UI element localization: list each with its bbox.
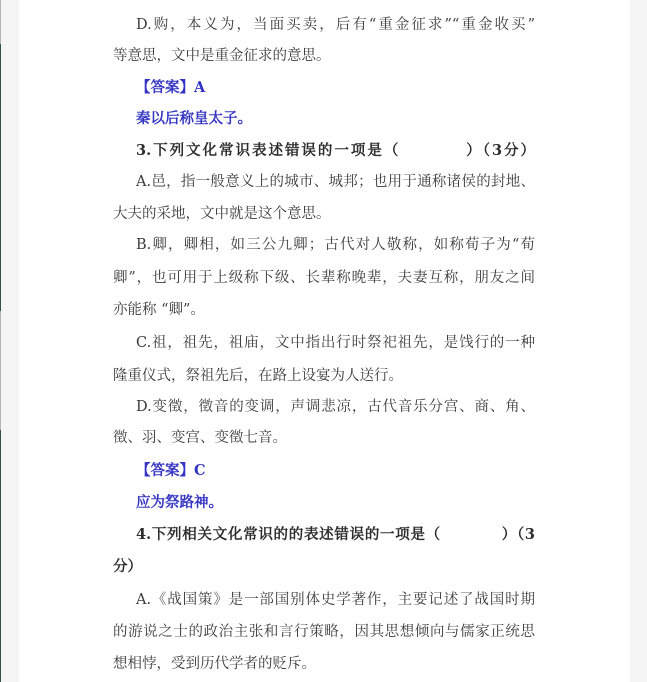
- answer-explanation: 应为祭路神。: [136, 494, 223, 511]
- answer-label: 【答案】A: [136, 79, 206, 96]
- q3-option-d-line-1: D.变徵，徵音的变调，声调悲凉，古代音乐分宫、商、角、: [136, 399, 535, 415]
- q3-option-c-line-1: C.祖，祖先，祖庙，文中指出行时祭祀祖先，是饯行的一种: [136, 335, 535, 351]
- q4-option-a-line-1: A.《战国策》是一部国别体史学著作，主要记述了战国时期: [136, 592, 535, 608]
- q3-option-b-line-2: 卿”，也可用于上级称下级、长辈称晚辈，夫妻互称，朋友之间: [113, 270, 535, 286]
- q3-option-d-line-2: 徵、羽、变宫、变徵七音。: [113, 430, 287, 446]
- q3-option-b-line-1: B.卿，卿相，如三公九卿；古代对人敬称，如称荀子为“荀: [136, 237, 535, 253]
- document-page: [19, 0, 630, 682]
- q3-option-c-line-2: 隆重仪式，祭祖先后，在路上设宴为人送行。: [113, 368, 403, 384]
- q3-option-a-line-1: A.邑，指一般意义上的城市、城邦；也用于通称诸侯的封地、: [136, 174, 535, 190]
- option-d-line-1: D.购，本义为，当面买卖，后有“重金征求”“重金收买”: [136, 17, 535, 33]
- q4-option-a-line-2: 的游说之士的政治主张和言行策略，因其思想倾向与儒家正统思: [113, 624, 535, 640]
- q3-option-a-line-2: 大夫的采地，文中就是这个意思。: [113, 206, 331, 222]
- question-4-title-cont: 分）: [113, 558, 142, 575]
- window-edge: [0, 430, 1, 682]
- question-4-title: 4.下列相关文化常识的的表述错误的一项是（ ）（3: [136, 526, 535, 543]
- answer-label: 【答案】C: [136, 462, 206, 479]
- q4-option-a-line-3: 想相悖，受到历代学者的贬斥。: [113, 656, 316, 672]
- q3-option-b-line-3: 亦能称 “卿”。: [113, 302, 205, 318]
- window-edge: [0, 0, 1, 44]
- question-3-title: 3.下列文化常识表述错误的一项是（ ）（3分）: [136, 142, 535, 159]
- window-edge: [0, 311, 1, 430]
- window-edge: [0, 44, 1, 311]
- option-d-line-2: 等意思，文中是重金征求的意思。: [113, 48, 331, 64]
- answer-explanation: 秦以后称皇太子。: [136, 110, 252, 127]
